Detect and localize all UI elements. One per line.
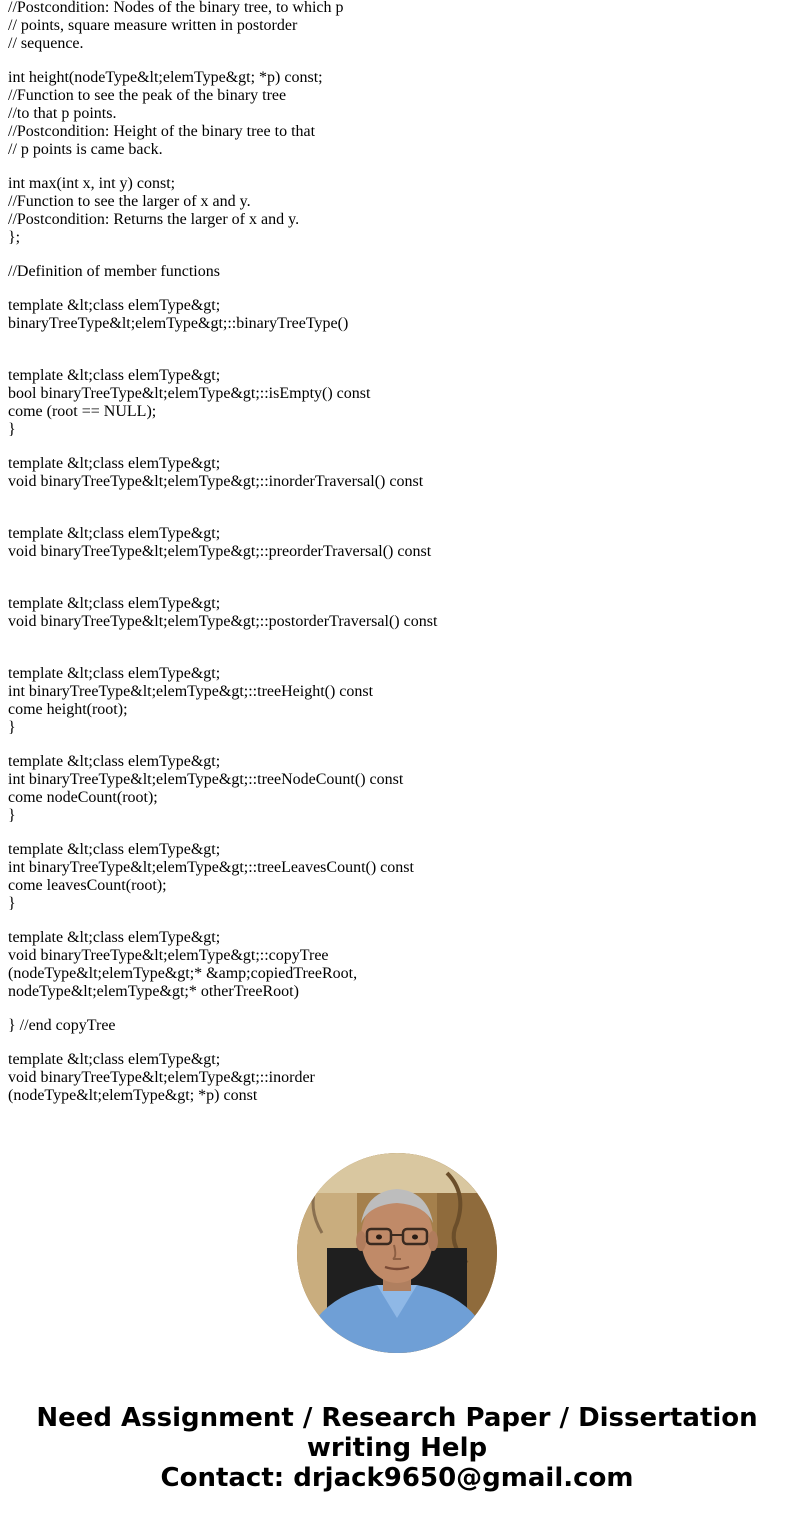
code-line: //Postcondition: Height of the binary tree to that bbox=[8, 123, 316, 140]
code-block bbox=[8, 753, 778, 825]
code-line: //Definition of member functions bbox=[8, 263, 220, 280]
code-line: // points, square measure written in postorder bbox=[8, 17, 298, 34]
code-line: // sequence. bbox=[8, 35, 84, 52]
code-line: void binaryTreeType&lt;elemType&gt;::postorderTraversal() const bbox=[8, 613, 438, 630]
code-line: //Postcondition: Nodes of the binary tree, to which p bbox=[8, 0, 344, 16]
code-block bbox=[8, 455, 778, 509]
code-block bbox=[8, 297, 778, 351]
code-block bbox=[8, 175, 778, 247]
blank-line bbox=[8, 631, 778, 649]
code-line: int binaryTreeType&lt;elemType&gt;::treeNodeCount() const bbox=[8, 771, 404, 788]
code-line: template &lt;class elemType&gt; bbox=[8, 367, 221, 384]
code-line: } bbox=[8, 807, 16, 824]
code-line: // p points is came back. bbox=[8, 141, 163, 158]
code-block bbox=[8, 595, 778, 649]
code-line: void binaryTreeType&lt;elemType&gt;::inorderTraversal() const bbox=[8, 473, 424, 490]
promo-banner bbox=[0, 1403, 794, 1493]
code-block bbox=[8, 263, 778, 281]
code-line: nodeType&lt;elemType&gt;* otherTreeRoot) bbox=[8, 983, 299, 1000]
code-block bbox=[8, 929, 778, 1001]
code-line: //to that p points. bbox=[8, 105, 117, 122]
code-line: come nodeCount(root); bbox=[8, 789, 158, 806]
blank-line bbox=[8, 491, 778, 509]
code-line: template &lt;class elemType&gt; bbox=[8, 929, 221, 946]
code-block bbox=[8, 841, 778, 913]
code-line: template &lt;class elemType&gt; bbox=[8, 753, 221, 770]
code-line: //Function to see the peak of the binary tree bbox=[8, 87, 287, 104]
code-block bbox=[8, 1051, 778, 1105]
code-line: int binaryTreeType&lt;elemType&gt;::treeHeight() const bbox=[8, 683, 374, 700]
code-line: template &lt;class elemType&gt; bbox=[8, 841, 221, 858]
code-line: come (root == NULL); bbox=[8, 403, 157, 420]
code-line: template &lt;class elemType&gt; bbox=[8, 297, 221, 314]
code-listing bbox=[8, 0, 778, 1121]
code-line: int binaryTreeType&lt;elemType&gt;::treeLeavesCount() const bbox=[8, 859, 414, 876]
code-line: } bbox=[8, 421, 16, 438]
portrait-illustration bbox=[297, 1153, 497, 1353]
code-line: template &lt;class elemType&gt; bbox=[8, 1051, 221, 1068]
blank-line bbox=[8, 561, 778, 579]
code-line: void binaryTreeType&lt;elemType&gt;::inorder bbox=[8, 1069, 315, 1086]
code-line: //Postcondition: Returns the larger of x and y. bbox=[8, 211, 300, 228]
promo-line-2: writing Help bbox=[306, 1433, 488, 1463]
code-line: int height(nodeType&lt;elemType&gt; *p) const; bbox=[8, 69, 323, 86]
code-line: } bbox=[8, 719, 16, 736]
code-line: void binaryTreeType&lt;elemType&gt;::copyTree bbox=[8, 947, 329, 964]
blank-line bbox=[8, 333, 778, 351]
code-line: come height(root); bbox=[8, 701, 128, 718]
code-line: //Function to see the larger of x and y. bbox=[8, 193, 251, 210]
code-line: come leavesCount(root); bbox=[8, 877, 167, 894]
code-line: } bbox=[8, 895, 16, 912]
code-block bbox=[8, 1017, 778, 1035]
code-line: template &lt;class elemType&gt; bbox=[8, 665, 221, 682]
code-block bbox=[8, 69, 778, 159]
author-photo-icon bbox=[297, 1153, 497, 1353]
code-line: } //end copyTree bbox=[8, 1017, 116, 1034]
code-line: template &lt;class elemType&gt; bbox=[8, 455, 221, 472]
code-line: template &lt;class elemType&gt; bbox=[8, 595, 221, 612]
code-line: (nodeType&lt;elemType&gt;* &amp;copiedTreeRoot, bbox=[8, 965, 358, 982]
code-line: void binaryTreeType&lt;elemType&gt;::preorderTraversal() const bbox=[8, 543, 432, 560]
code-line: int max(int x, int y) const; bbox=[8, 175, 176, 192]
code-line: binaryTreeType&lt;elemType&gt;::binaryTreeType() bbox=[8, 315, 349, 332]
code-line: bool binaryTreeType&lt;elemType&gt;::isEmpty() const bbox=[8, 385, 371, 402]
code-block bbox=[8, 0, 778, 53]
code-line: template &lt;class elemType&gt; bbox=[8, 525, 221, 542]
promo-line-1: Need Assignment / Research Paper / Dissertation bbox=[36, 1403, 758, 1433]
code-line: }; bbox=[8, 229, 21, 246]
code-block bbox=[8, 525, 778, 579]
promo-contact-line: Contact: drjack9650@gmail.com bbox=[160, 1463, 634, 1493]
code-line: (nodeType&lt;elemType&gt; *p) const bbox=[8, 1087, 258, 1104]
code-block bbox=[8, 367, 778, 439]
code-block bbox=[8, 665, 778, 737]
